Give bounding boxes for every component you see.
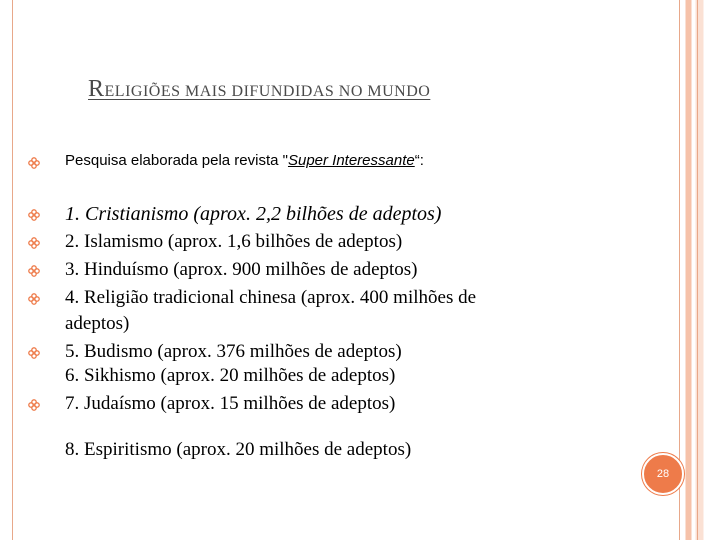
list-item: 2. Islamismo (aprox. 1,6 bilhões de adeptos) [65,231,403,252]
flower-bullet-icon [28,265,40,277]
flower-bullet-icon [28,209,40,221]
list-item: adeptos) [65,313,130,334]
flower-bullet-icon [28,293,40,305]
flower-bullet-icon [28,157,40,169]
flower-bullet-icon [28,399,40,411]
list-item: 4. Religião tradicional chinesa (aprox. 400 milhões de [65,287,477,308]
list-item: 5. Budismo (aprox. 376 milhões de adeptos) [65,341,402,362]
list-item: 7. Judaísmo (aprox. 15 milhões de adeptos) [65,393,396,414]
list-item: 8. Espiritismo (aprox. 20 milhões de adeptos) [65,439,412,460]
page-number-badge: 28 [642,453,684,495]
flower-bullet-icon [28,237,40,249]
flower-bullet-icon [28,347,40,359]
slide-title: RELIGIÕES MAIS DIFUNDIDAS NO MUNDO [88,76,431,102]
list-item: 6. Sikhismo (aprox. 20 milhões de adeptos) [65,365,396,386]
intro-text: Pesquisa elaborada pela revista "Super Interessante“: [65,152,424,169]
list-item: 3. Hinduísmo (aprox. 900 milhões de adeptos) [65,259,418,280]
decorative-side-line [697,0,698,540]
list-item: 1. Cristianismo (aprox. 2,2 bilhões de adeptos) [65,203,442,225]
